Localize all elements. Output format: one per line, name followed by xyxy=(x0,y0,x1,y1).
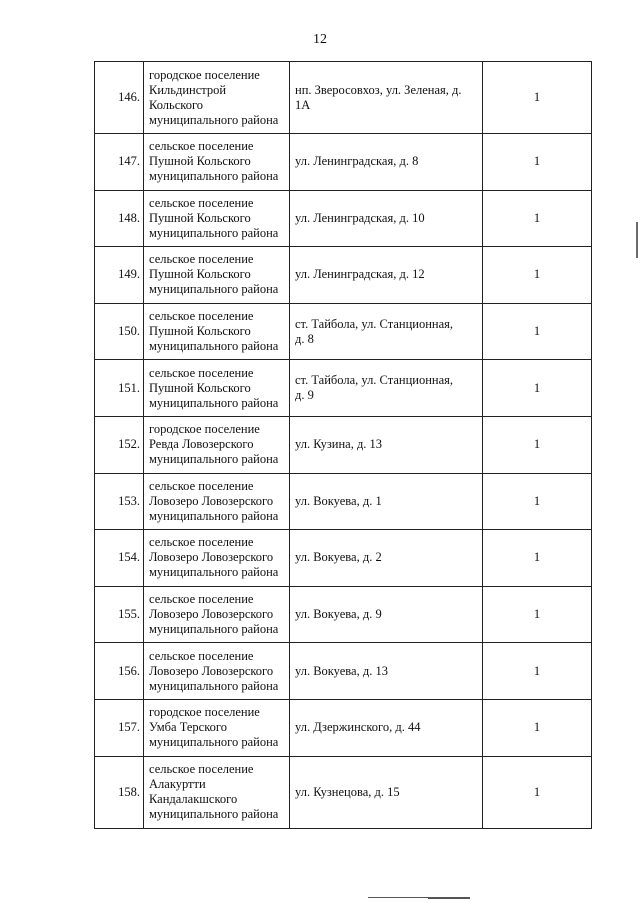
settlement-cell xyxy=(144,473,290,530)
settlement-cell xyxy=(144,530,290,587)
settlement-name: городское поселение Ревда Ловозерского муниципального района xyxy=(149,422,279,467)
count-value: 1 xyxy=(533,267,541,282)
table-row xyxy=(95,699,592,756)
settlement-cell xyxy=(144,699,290,756)
settlement-name: сельское поселение Пушной Кольского муниципального района xyxy=(149,365,279,410)
count-value: 1 xyxy=(533,210,541,225)
row-number: 157. xyxy=(118,720,140,735)
settlement-address-table xyxy=(94,61,592,829)
settlement-cell xyxy=(144,416,290,473)
table-row xyxy=(95,530,592,587)
table-row xyxy=(95,62,592,134)
page-number: 12 xyxy=(313,32,327,47)
row-number-cell xyxy=(95,699,144,756)
count-cell xyxy=(483,586,592,643)
count-value: 1 xyxy=(533,720,541,735)
address-text: ул. Вокуева, д. 1 xyxy=(295,493,382,508)
count-value: 1 xyxy=(533,607,541,622)
settlement-cell xyxy=(144,303,290,360)
settlement-name: сельское поселение Пушной Кольского муниципального района xyxy=(149,139,279,184)
table-row xyxy=(95,360,592,417)
address-cell xyxy=(290,530,483,587)
settlement-cell xyxy=(144,643,290,700)
count-value: 1 xyxy=(533,90,541,104)
count-cell xyxy=(483,699,592,756)
row-number: 156. xyxy=(118,663,140,678)
row-number-cell xyxy=(95,190,144,247)
count-cell xyxy=(483,530,592,587)
count-cell xyxy=(483,247,592,304)
table-row xyxy=(95,303,592,360)
address-cell xyxy=(290,473,483,530)
address-text: ул. Ленинградская, д. 10 xyxy=(295,210,425,225)
address-cell xyxy=(290,190,483,247)
address-text: ул. Вокуева, д. 2 xyxy=(295,550,382,565)
address-text: ул. Ленинградская, д. 8 xyxy=(295,154,419,169)
address-text: ул. Дзержинского, д. 44 xyxy=(295,720,421,735)
settlement-cell xyxy=(144,756,290,828)
row-number: 152. xyxy=(118,437,140,452)
row-number-cell xyxy=(95,416,144,473)
settlement-name: сельское поселение Ловозеро Ловозерского муниципального района xyxy=(149,535,279,580)
row-number-cell xyxy=(95,473,144,530)
row-number-cell xyxy=(95,586,144,643)
address-text: ул. Кузнецова, д. 15 xyxy=(295,784,400,799)
address-text: ул. Вокуева, д. 13 xyxy=(295,663,388,678)
footer-rule-accent xyxy=(428,897,470,899)
address-text: нп. Зверосовхоз, ул. Зеленая, д. 1А xyxy=(295,82,462,112)
count-cell xyxy=(483,360,592,417)
address-text: ул. Вокуева, д. 9 xyxy=(295,607,382,622)
row-number: 149. xyxy=(118,267,140,282)
table-row xyxy=(95,247,592,304)
count-value: 1 xyxy=(533,154,541,169)
table-row xyxy=(95,190,592,247)
table-row xyxy=(95,643,592,700)
count-value: 1 xyxy=(533,550,541,565)
settlement-name: сельское поселение Алакуртти Кандалакшского муниципального района xyxy=(149,762,279,822)
settlement-name: сельское поселение Ловозеро Ловозерского муниципального района xyxy=(149,592,279,637)
settlement-cell xyxy=(144,134,290,191)
address-cell xyxy=(290,586,483,643)
row-number-cell xyxy=(95,530,144,587)
row-number: 153. xyxy=(118,493,140,508)
count-cell xyxy=(483,303,592,360)
row-number: 148. xyxy=(118,210,140,225)
settlement-cell xyxy=(144,586,290,643)
table-row xyxy=(95,586,592,643)
address-cell xyxy=(290,699,483,756)
row-number: 158. xyxy=(118,784,140,799)
count-cell xyxy=(483,643,592,700)
settlement-name: городское поселение Умба Терского муниципального района xyxy=(149,705,279,750)
count-value: 1 xyxy=(533,784,541,799)
address-text: ул. Кузина, д. 13 xyxy=(295,437,383,452)
settlement-cell xyxy=(144,190,290,247)
address-cell xyxy=(290,303,483,360)
address-cell xyxy=(290,360,483,417)
table-row xyxy=(95,416,592,473)
address-text: ст. Тайбола, ул. Станционная, д. 9 xyxy=(295,373,454,403)
table-row xyxy=(95,756,592,828)
row-number: 151. xyxy=(118,380,140,395)
count-cell xyxy=(483,756,592,828)
row-number: 154. xyxy=(118,550,140,565)
address-cell xyxy=(290,756,483,828)
settlement-name: сельское поселение Пушной Кольского муниципального района xyxy=(149,195,279,240)
table-row xyxy=(95,134,592,191)
row-number-cell xyxy=(95,134,144,191)
row-number: 150. xyxy=(118,324,140,339)
address-cell xyxy=(290,247,483,304)
count-cell xyxy=(483,416,592,473)
settlement-name: сельское поселение Пушной Кольского муниципального района xyxy=(149,309,279,354)
row-number-cell xyxy=(95,360,144,417)
count-value: 1 xyxy=(533,663,541,678)
count-value: 1 xyxy=(533,380,541,395)
count-cell xyxy=(483,473,592,530)
settlement-name: сельское поселение Ловозеро Ловозерского муниципального района xyxy=(149,478,279,523)
settlement-name: городское поселение Кильдинстрой Кольского муниципального района xyxy=(149,67,279,127)
row-number-cell xyxy=(95,643,144,700)
row-number: 147. xyxy=(118,154,140,169)
address-cell xyxy=(290,134,483,191)
count-cell xyxy=(483,190,592,247)
address-cell xyxy=(290,416,483,473)
settlement-cell xyxy=(144,360,290,417)
settlement-name: сельское поселение Пушной Кольского муниципального района xyxy=(149,252,279,297)
address-text: ст. Тайбола, ул. Станционная, д. 8 xyxy=(295,316,454,346)
settlement-cell xyxy=(144,62,290,134)
address-cell xyxy=(290,643,483,700)
row-number-cell xyxy=(95,756,144,828)
scan-edge-mark xyxy=(636,222,638,258)
settlement-cell xyxy=(144,247,290,304)
address-text: ул. Ленинградская, д. 12 xyxy=(295,267,425,282)
count-cell xyxy=(483,134,592,191)
count-cell xyxy=(483,62,592,134)
row-number-cell xyxy=(95,247,144,304)
count-value: 1 xyxy=(533,493,541,508)
row-number-cell xyxy=(95,303,144,360)
count-value: 1 xyxy=(533,324,541,339)
row-number-cell xyxy=(95,62,144,134)
table-row xyxy=(95,473,592,530)
count-value: 1 xyxy=(533,437,541,452)
row-number: 155. xyxy=(118,607,140,622)
settlement-name: сельское поселение Ловозеро Ловозерского муниципального района xyxy=(149,648,279,693)
address-cell xyxy=(290,62,483,134)
row-number: 146. xyxy=(118,90,140,104)
